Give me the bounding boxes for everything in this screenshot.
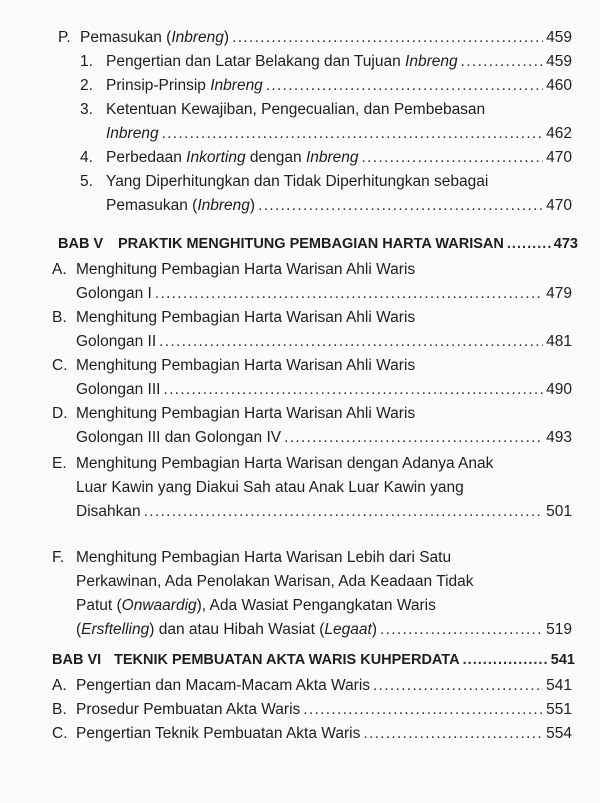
toc-entry-title: Ketentuan Kewajiban, Pengecualian, dan Pembebasan [106, 101, 486, 118]
dot-leader [155, 282, 543, 306]
toc-entry-label: 4. [80, 149, 93, 166]
italic-term: Inbreng [305, 149, 359, 166]
toc-entry [52, 698, 572, 722]
toc-entry-line [52, 500, 572, 524]
toc-entry-label: BAB V [58, 236, 104, 252]
dot-leader [463, 648, 548, 672]
dot-leader [303, 698, 543, 722]
toc-page-number: 459 [546, 53, 572, 70]
toc-entry-label: 3. [80, 101, 93, 118]
toc-entry-title: Pemasukan (Inbreng) [106, 197, 256, 214]
toc-entry-line [52, 674, 572, 698]
toc-entry-title: PRAKTIK MENGHITUNG PEMBAGIAN HARTA WARISAN [118, 236, 504, 252]
dot-leader [266, 74, 543, 98]
toc-entry-line [52, 354, 572, 378]
toc-entry-title: Golongan III dan Golongan IV [76, 429, 282, 446]
toc-entry-line [58, 232, 578, 256]
toc-page-number: 519 [546, 621, 572, 638]
toc-entry-line [80, 50, 572, 74]
toc-entry-title: Menghitung Pembagian Harta Warisan Ahli Waris [76, 405, 416, 422]
toc-entry-line [52, 330, 572, 354]
toc-entry [52, 452, 572, 524]
toc-entry-title: Golongan III [76, 381, 161, 398]
dot-leader [162, 122, 544, 146]
toc-entry [52, 258, 572, 306]
toc-entry-title: Perkawinan, Ada Penolakan Warisan, Ada Keadaan Tidak [76, 573, 474, 590]
toc-entry-line [52, 426, 572, 450]
toc-page-number: 470 [546, 149, 572, 166]
toc-entry-line [80, 146, 572, 170]
toc-page-number: 541 [550, 652, 575, 668]
toc-entry-line [52, 722, 572, 746]
toc-entry-title: Pemasukan (Inbreng) [80, 29, 230, 46]
toc-entry-title: Menghitung Pembagian Harta Warisan Ahli Waris [76, 309, 416, 326]
toc-entry [52, 546, 572, 642]
toc-entry-title: Golongan II [76, 333, 157, 350]
toc-entry-title: Perbedaan Inkorting dengan Inbreng [106, 149, 359, 166]
toc-entry-label: 5. [80, 173, 93, 190]
toc-page-number: 479 [546, 285, 572, 302]
toc-entry-line [52, 648, 575, 672]
toc-page-number: 551 [546, 701, 572, 718]
italic-term: Legaat [324, 621, 372, 638]
toc-chapter [58, 232, 578, 256]
toc-entry-line [52, 476, 572, 500]
italic-term: Inkorting [186, 149, 246, 166]
toc-entry [52, 674, 572, 698]
italic-term: Inbreng [197, 197, 250, 214]
toc-entry-label: C. [52, 357, 68, 374]
toc-entry-line [52, 452, 572, 476]
italic-term: Inbreng [210, 77, 263, 94]
toc-entry-label: A. [52, 677, 67, 694]
dot-leader [163, 378, 543, 402]
italic-term: Inbreng [106, 125, 159, 142]
dot-leader [373, 674, 543, 698]
toc-page-number: 490 [546, 381, 572, 398]
toc-entry-line [52, 594, 572, 618]
toc-page-number: 460 [546, 77, 572, 94]
toc-entry-title: Menghitung Pembagian Harta Warisan Ahli Waris [76, 261, 416, 278]
toc-entry-label: BAB VI [52, 652, 102, 668]
toc-page-number: 554 [546, 725, 572, 742]
toc-entry-line [52, 258, 572, 282]
toc-entry-title: Menghitung Pembagian Harta Warisan Ahli Waris [76, 357, 416, 374]
toc-page-number: 481 [546, 333, 572, 350]
toc-entry-title: Menghitung Pembagian Harta Warisan Lebih dari Satu [76, 549, 452, 566]
dot-leader [362, 146, 544, 170]
toc-entry-label: 2. [80, 77, 93, 94]
dot-leader [232, 26, 543, 50]
toc-entry-label: 1. [80, 53, 93, 70]
toc-entry-line [52, 282, 572, 306]
toc-entry-line [52, 698, 572, 722]
toc-page-number: 541 [546, 677, 572, 694]
toc-entry [52, 354, 572, 402]
dot-leader [258, 194, 543, 218]
toc-entry [58, 26, 572, 50]
toc-entry-label: D. [52, 405, 68, 422]
italic-term: Inbreng [405, 53, 458, 70]
toc-entry-label: A. [52, 261, 67, 278]
toc-entry-line [52, 306, 572, 330]
toc-entry-line [80, 98, 572, 122]
toc-entry [52, 306, 572, 354]
toc-entry-label: B. [52, 309, 67, 326]
toc-entry-title: TEKNIK PEMBUATAN AKTA WARIS KUHPERDATA [114, 652, 460, 668]
italic-term: Inbreng [171, 29, 224, 46]
toc-entry-title [106, 122, 159, 146]
toc-entry-title: Disahkan [76, 503, 141, 520]
toc-entry-line [80, 74, 572, 98]
toc-entry-title: Pengertian dan Latar Belakang dan Tujuan Inbreng [106, 53, 458, 70]
toc-entry-label: B. [52, 701, 67, 718]
toc-entry [80, 74, 572, 98]
toc-entry-title: Prosedur Pembuatan Akta Waris [76, 701, 301, 718]
toc-entry-line [52, 570, 572, 594]
toc-entry-line [58, 26, 572, 50]
toc-page-number: 470 [546, 197, 572, 214]
dot-leader [363, 722, 543, 746]
toc-entry [80, 170, 572, 218]
toc-entry [52, 722, 572, 746]
toc-entry-line [52, 546, 572, 570]
toc-page-number: 493 [546, 429, 572, 446]
toc-page-number: 501 [546, 503, 572, 520]
italic-term: Onwaardig [121, 597, 197, 614]
toc-entry [80, 98, 572, 146]
toc-entry-label: F. [52, 549, 65, 566]
toc-entry-title: Pengertian dan Macam-Macam Akta Waris [76, 677, 371, 694]
dot-leader [284, 426, 543, 450]
dot-leader [461, 50, 544, 74]
toc-entry-title: Prinsip-Prinsip Inbreng [106, 77, 263, 94]
toc-page-number: 459 [546, 29, 572, 46]
toc-page-number: 462 [546, 125, 572, 142]
dot-leader [507, 232, 551, 256]
toc-entry-line [52, 402, 572, 426]
toc-entry-title: Patut (Onwaardig), Ada Wasiat Pengangkatan Waris [76, 597, 436, 614]
dot-leader [144, 500, 544, 524]
toc-entry-line [80, 122, 572, 146]
toc-entry-label: P. [58, 29, 71, 46]
toc-entry-label: E. [52, 455, 67, 472]
toc-entry-label: C. [52, 725, 68, 742]
toc-entry-line [80, 170, 572, 194]
toc-entry-line [80, 194, 572, 218]
toc-entry-title: Pengertian Teknik Pembuatan Akta Waris [76, 725, 361, 742]
toc-entry-line [52, 618, 572, 642]
toc-entry-title: Yang Diperhitungkan dan Tidak Diperhitungkan sebagai [106, 173, 489, 190]
toc-entry [52, 402, 572, 450]
toc-entry-title: Menghitung Pembagian Harta Warisan dengan Adanya Anak [76, 455, 494, 472]
toc-page-number: 473 [553, 236, 578, 252]
toc-entry-title: (Ersftelling) dan atau Hibah Wasiat (Legaat) [76, 621, 378, 638]
toc-entry-title: Luar Kawin yang Diakui Sah atau Anak Luar Kawin yang [76, 479, 464, 496]
toc-entry [80, 146, 572, 170]
toc-entry-title: Golongan I [76, 285, 152, 302]
italic-term: Ersftelling [81, 621, 150, 638]
dot-leader [159, 330, 543, 354]
dot-leader [380, 618, 543, 642]
toc-entry-line [52, 378, 572, 402]
toc-entry [80, 50, 572, 74]
toc-chapter [52, 648, 575, 672]
